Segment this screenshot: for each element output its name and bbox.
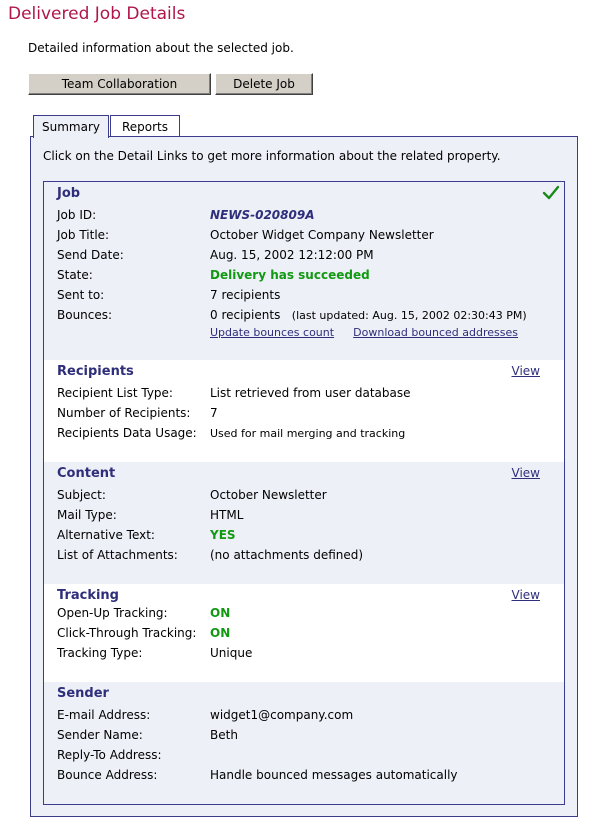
state-label: State:	[57, 268, 93, 282]
subject-label: Subject:	[57, 488, 106, 502]
team-collaboration-button[interactable]: Team Collaboration	[28, 73, 211, 95]
panel-intro: Click on the Detail Links to get more information about the related property.	[43, 149, 501, 163]
reply-to-address-label: Reply-To Address:	[57, 748, 162, 762]
bounce-address-label: Bounce Address:	[57, 768, 158, 782]
sender-name-value: Beth	[210, 728, 238, 742]
mail-type-value: HTML	[210, 508, 244, 522]
recipients-section	[44, 360, 564, 462]
recipients-view-link[interactable]: View	[511, 364, 540, 378]
email-address-value: widget1@company.com	[210, 708, 354, 722]
recipient-list-type-label: Recipient List Type:	[57, 386, 173, 400]
tracking-type-label: Tracking Type:	[57, 646, 143, 660]
sent-to-value: 7 recipients	[210, 288, 281, 302]
send-date-value: Aug. 15, 2002 12:12:00 PM	[210, 248, 374, 262]
alternative-text-label: Alternative Text:	[57, 528, 155, 542]
page-description: Detailed information about the selected job.	[28, 41, 294, 55]
job-id-label: Job ID:	[57, 208, 97, 222]
open-up-tracking-label: Open-Up Tracking:	[57, 606, 168, 620]
sender-heading: Sender	[57, 686, 109, 701]
content-section	[44, 462, 564, 584]
download-bounced-link[interactable]: Download bounced addresses	[353, 326, 518, 339]
bounces-value	[210, 308, 527, 322]
bounce-links	[210, 325, 518, 339]
subject-value: October Newsletter	[210, 488, 327, 502]
tab-reports[interactable]: Reports	[110, 115, 180, 137]
delete-job-button[interactable]: Delete Job	[215, 73, 313, 95]
tracking-section	[44, 584, 564, 682]
job-title-label: Job Title:	[57, 228, 110, 242]
tab-summary[interactable]: Summary	[33, 115, 109, 138]
job-title-value: October Widget Company Newsletter	[210, 228, 434, 242]
click-through-tracking-value: ON	[210, 626, 231, 640]
sender-name-label: Sender Name:	[57, 728, 143, 742]
summary-panel	[30, 136, 578, 817]
open-up-tracking-value: ON	[210, 606, 231, 620]
click-through-tracking-label: Click-Through Tracking:	[57, 626, 197, 640]
bounces-count: 0 recipients	[210, 308, 281, 322]
attachments-label: List of Attachments:	[57, 548, 178, 562]
job-section	[44, 182, 564, 360]
bounces-last-updated: (last updated: Aug. 15, 2002 02:30:43 PM)	[291, 309, 527, 322]
number-of-recipients-value: 7	[210, 406, 218, 420]
bounce-address-value: Handle bounced messages automatically	[210, 768, 458, 782]
number-of-recipients-label: Number of Recipients:	[57, 406, 191, 420]
bounces-label: Bounces:	[57, 308, 113, 322]
recipients-data-usage-value: Used for mail merging and tracking	[210, 427, 406, 440]
job-id-value: NEWS-020809A	[210, 208, 315, 222]
tracking-type-value: Unique	[210, 646, 253, 660]
content-view-link[interactable]: View	[511, 466, 540, 480]
send-date-label: Send Date:	[57, 248, 124, 262]
recipient-list-type-value: List retrieved from user database	[210, 386, 411, 400]
check-icon	[542, 185, 560, 204]
update-bounces-link[interactable]: Update bounces count	[210, 326, 335, 339]
sender-section	[44, 682, 564, 805]
job-heading: Job	[57, 186, 81, 201]
tracking-view-link[interactable]: View	[511, 588, 540, 602]
content-heading: Content	[57, 466, 116, 481]
mail-type-label: Mail Type:	[57, 508, 117, 522]
details-box	[43, 181, 565, 805]
tracking-heading: Tracking	[57, 588, 119, 603]
sent-to-label: Sent to:	[57, 288, 105, 302]
alternative-text-value: YES	[210, 528, 236, 542]
recipients-data-usage-label: Recipients Data Usage:	[57, 426, 197, 440]
email-address-label: E-mail Address:	[57, 708, 151, 722]
page-title: Delivered Job Details	[8, 4, 186, 24]
state-value: Delivery has succeeded	[210, 268, 370, 282]
recipients-heading: Recipients	[57, 364, 134, 379]
attachments-value: (no attachments defined)	[210, 548, 364, 562]
